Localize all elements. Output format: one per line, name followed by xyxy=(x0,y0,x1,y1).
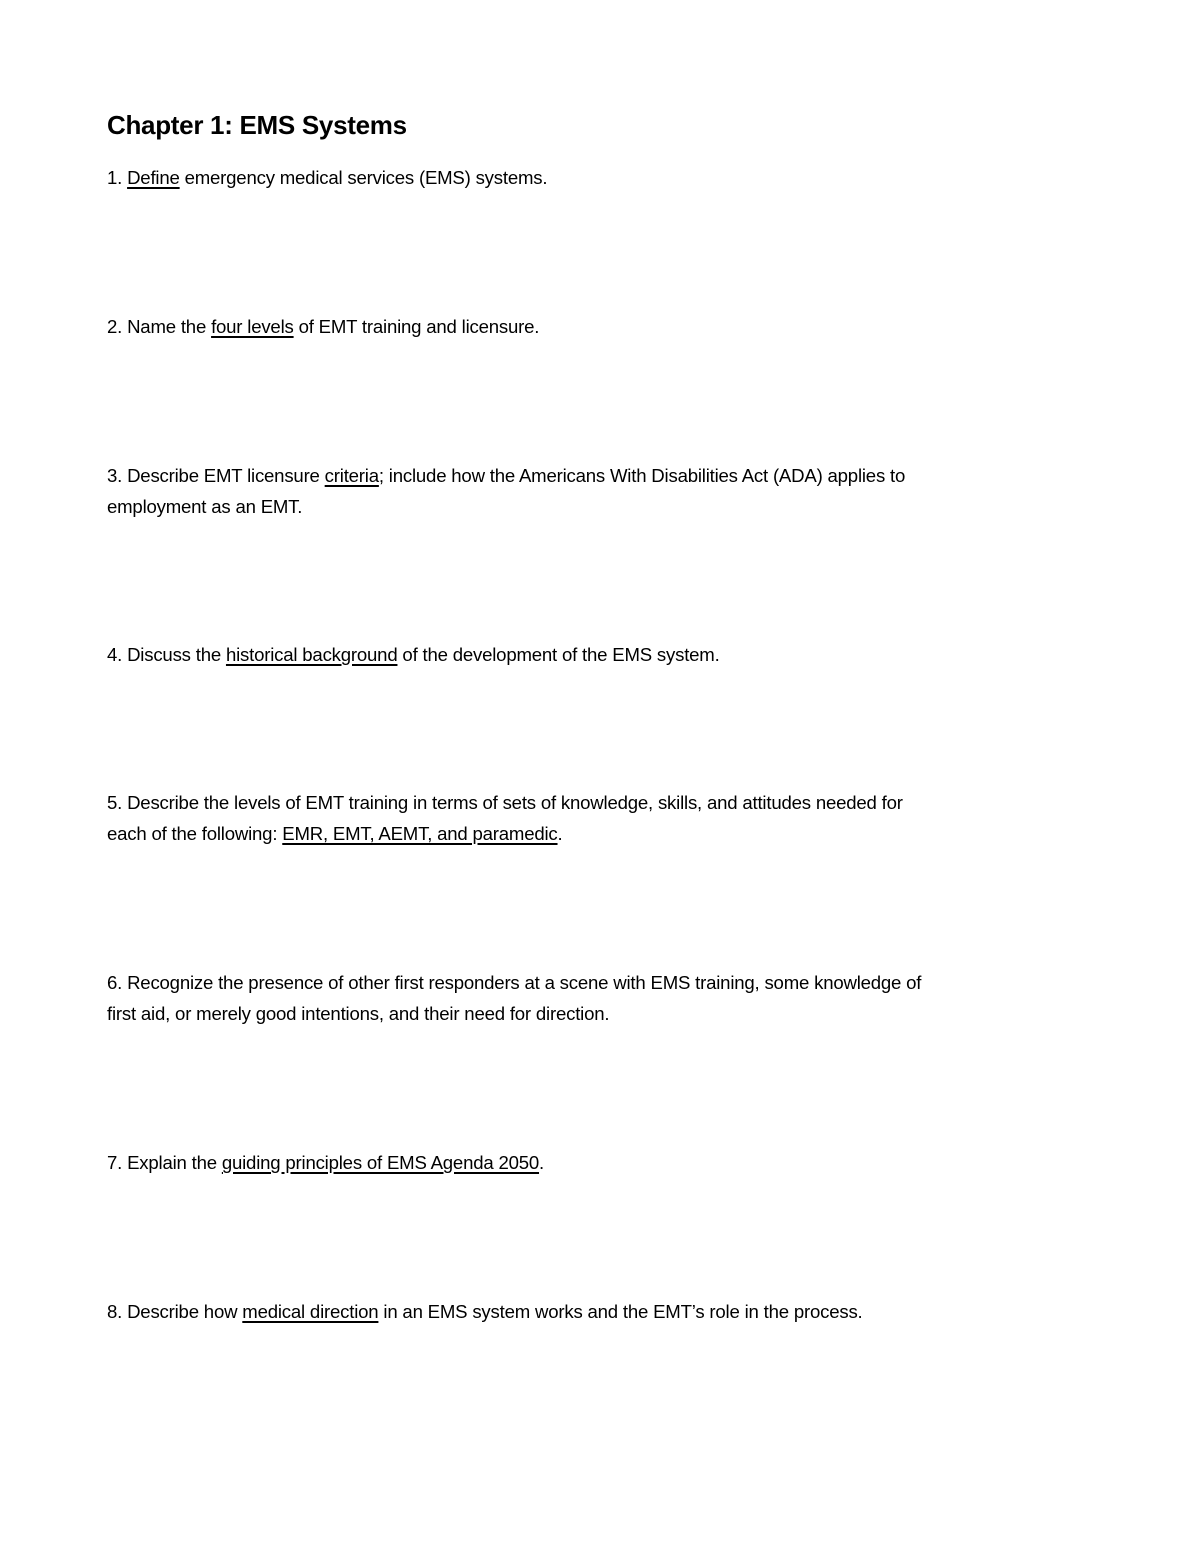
key-term: four levels xyxy=(211,316,294,337)
key-term: criteria xyxy=(324,465,379,486)
text-line xyxy=(107,491,905,522)
text-line xyxy=(107,787,903,818)
text-line xyxy=(107,311,539,342)
text-segment: 5. Describe the levels of EMT training in terms of sets of knowledge, skills, and attitudes needed for xyxy=(107,792,903,813)
text-segment: ; include how the Americans With Disabilities Act (ADA) applies to xyxy=(378,465,906,486)
text-segment: first aid, or merely good intentions, and their need for direction. xyxy=(107,1003,610,1024)
text-segment: of EMT training and licensure. xyxy=(293,316,540,337)
page-title: Chapter 1: EMS Systems xyxy=(107,110,407,140)
text-line xyxy=(107,162,547,193)
key-term: medical direction xyxy=(242,1301,379,1322)
text-line xyxy=(107,1296,863,1327)
text-line xyxy=(107,1147,544,1178)
text-segment: 1. xyxy=(107,167,128,188)
text-segment: employment as an EMT. xyxy=(107,496,303,517)
text-segment: in an EMS system works and the EMT’s role in the process. xyxy=(378,1301,863,1322)
objective-item xyxy=(107,639,720,670)
objective-item xyxy=(107,1147,544,1178)
text-segment: 8. Describe how xyxy=(107,1301,243,1322)
text-segment: . xyxy=(557,823,563,844)
objective-item xyxy=(107,460,905,522)
objective-item xyxy=(107,162,547,193)
text-line xyxy=(107,998,921,1029)
key-term: historical background xyxy=(225,644,398,665)
text-segment: 6. Recognize the presence of other first responders at a scene with EMS training, some knowledge of xyxy=(107,972,922,993)
text-segment: emergency medical services (EMS) systems. xyxy=(179,167,548,188)
key-term: EMR, EMT, AEMT, and paramedic xyxy=(282,823,558,844)
text-segment: 2. Name the xyxy=(107,316,212,337)
text-segment: each of the following: xyxy=(107,823,283,844)
text-line xyxy=(107,639,720,670)
key-term: guiding principles of EMS Agenda 2050 xyxy=(221,1152,540,1173)
text-line xyxy=(107,460,905,491)
objective-item xyxy=(107,967,921,1029)
text-line xyxy=(107,967,921,998)
key-term: Define xyxy=(127,167,180,188)
text-line xyxy=(107,818,903,849)
text-segment: . xyxy=(539,1152,544,1173)
text-segment: 7. Explain the xyxy=(107,1152,222,1173)
text-segment: of the development of the EMS system. xyxy=(397,644,720,665)
objective-item xyxy=(107,1296,863,1327)
text-segment: 4. Discuss the xyxy=(107,644,226,665)
objective-item xyxy=(107,787,903,849)
text-segment: 3. Describe EMT licensure xyxy=(107,465,325,486)
objective-item xyxy=(107,311,539,342)
